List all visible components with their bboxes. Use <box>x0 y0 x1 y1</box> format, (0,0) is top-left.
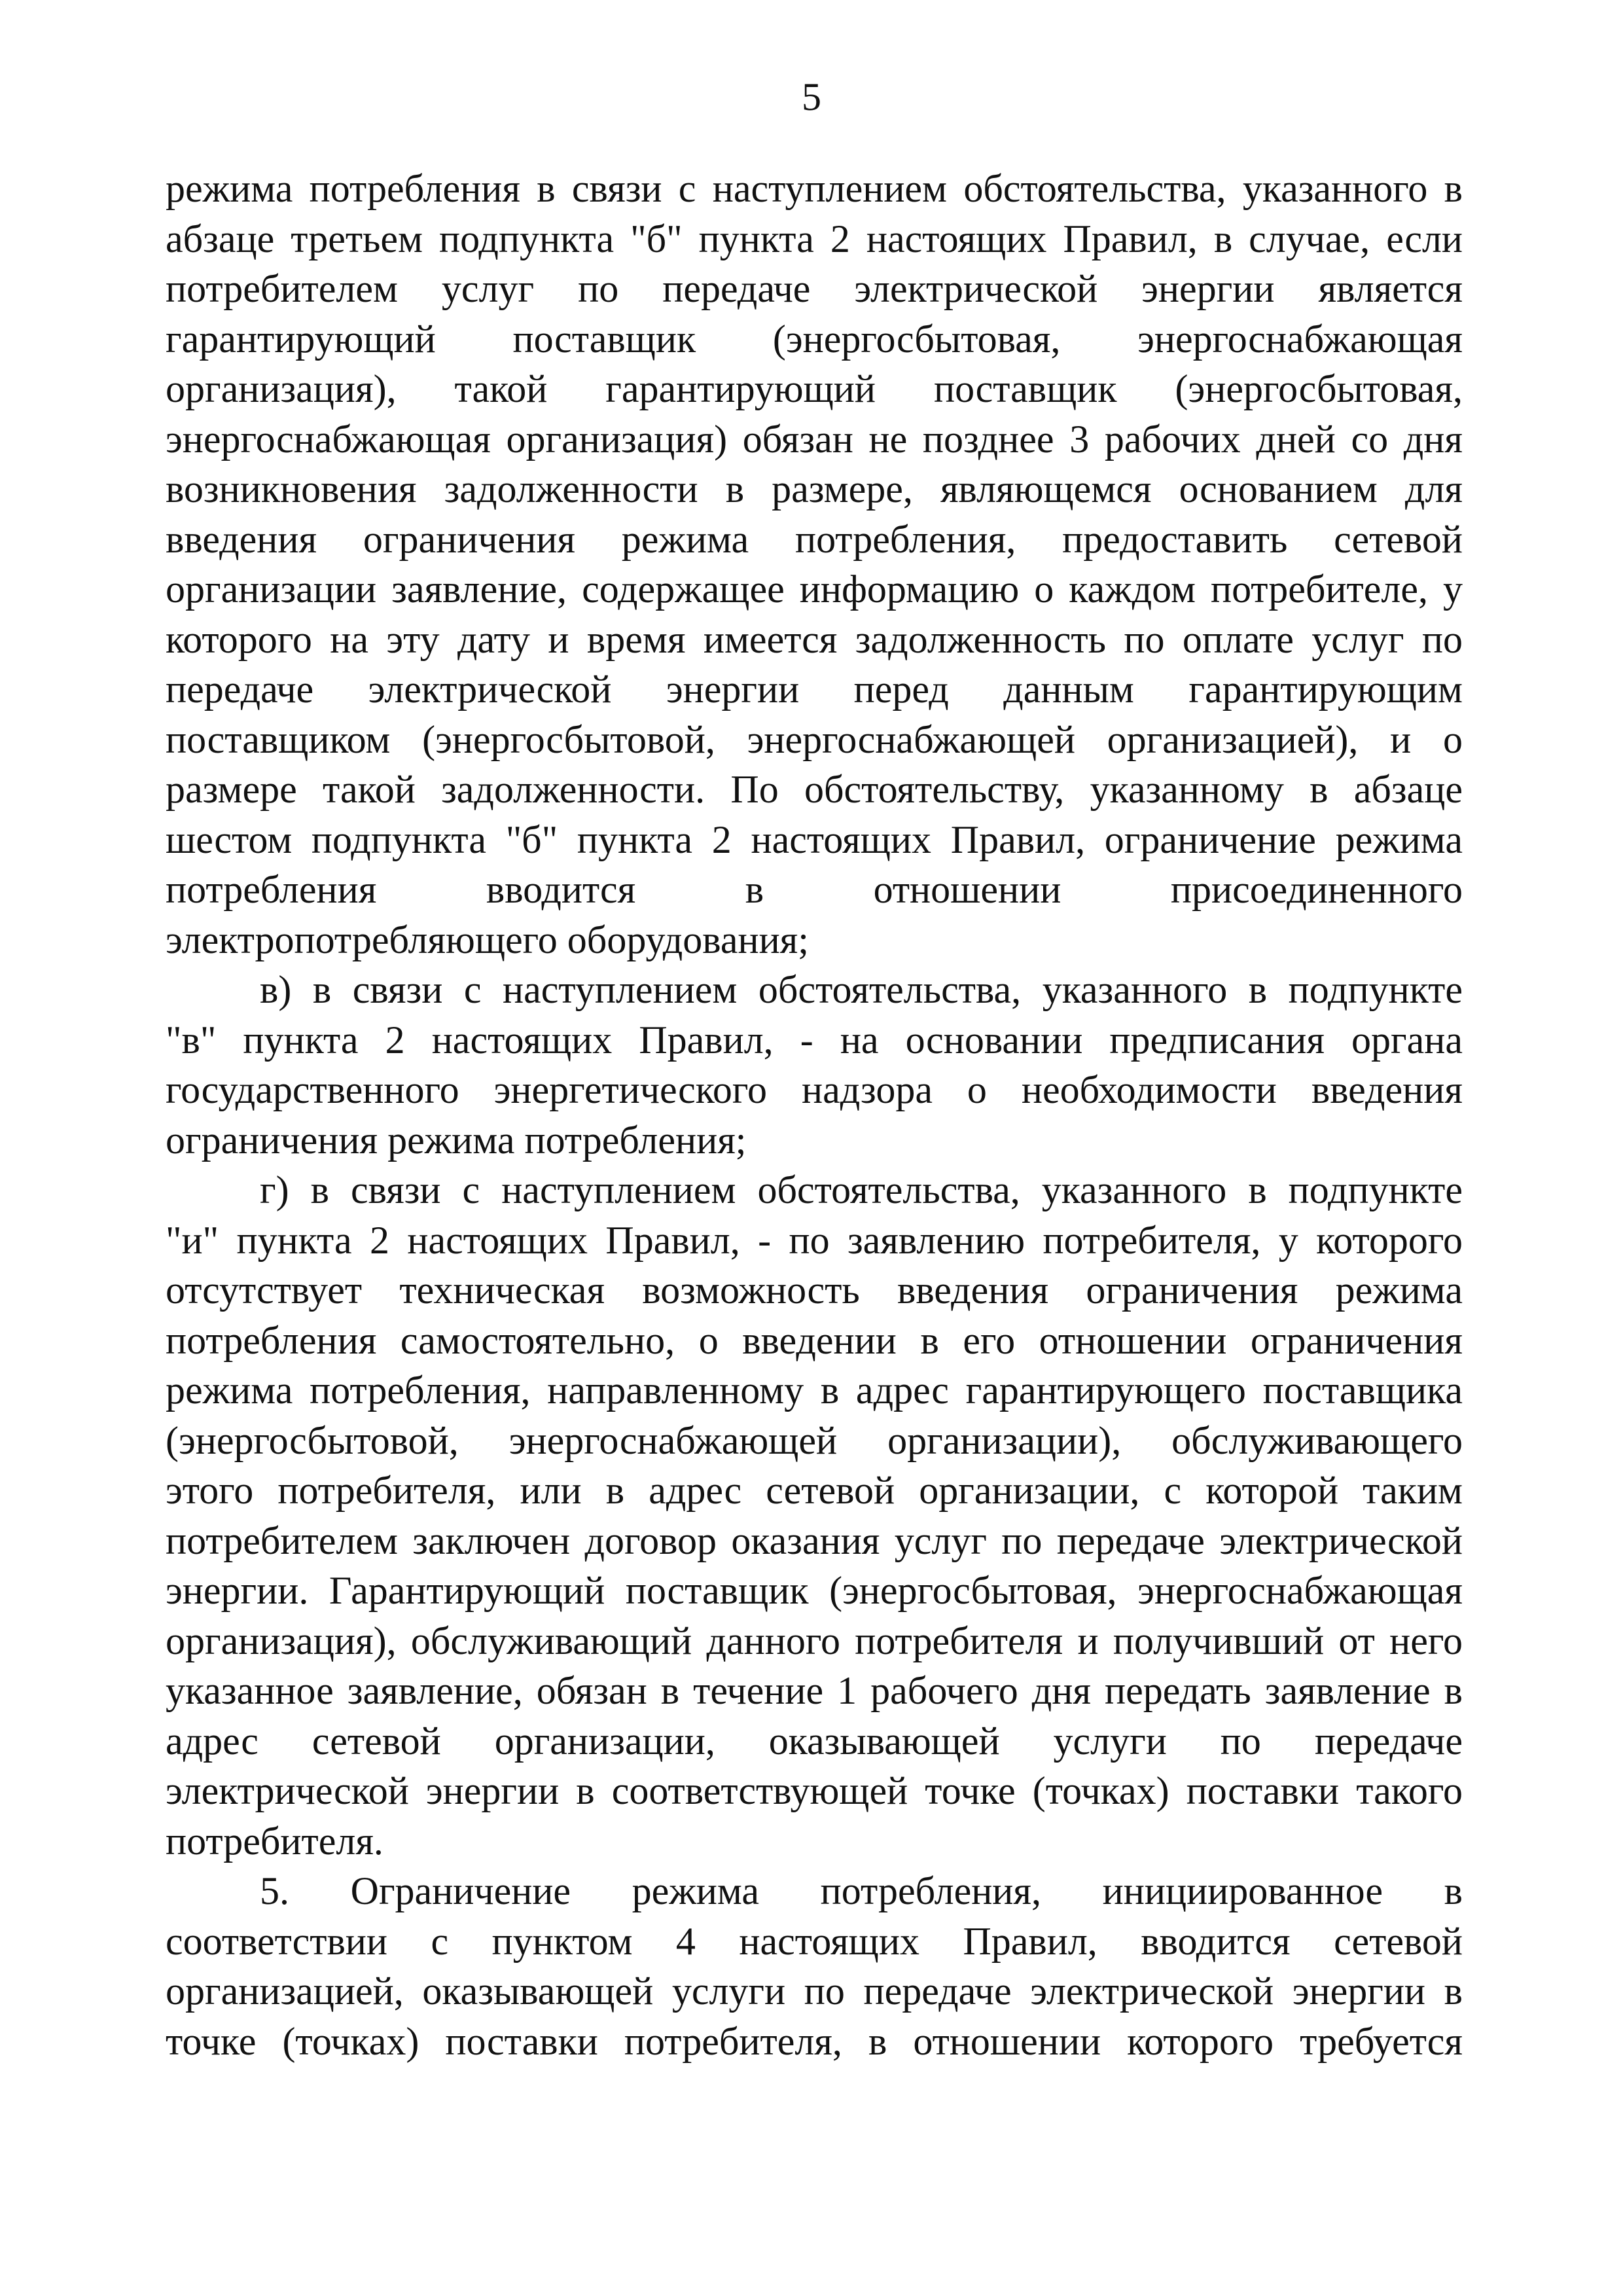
text-line: государственного энергетического надзора о необходимости введения <box>166 1068 1463 1111</box>
paragraph-subitem-g <box>166 1165 1463 1866</box>
text-line: возникновения задолженности в размере, являющемся основанием для <box>166 467 1463 511</box>
text-line: потребления самостоятельно, о введении в его отношении ограничения <box>166 1318 1463 1362</box>
text-line: которого на эту дату и время имеется задолженность по оплате услуг по <box>166 617 1463 661</box>
text-line: в) в связи с наступлением обстоятельства, указанного в подпункте <box>260 968 1463 1011</box>
text-line: "и" пункта 2 настоящих Правил, - по заявлению потребителя, у которого <box>166 1218 1463 1262</box>
text-line: (энергосбытовой, энергоснабжающей организации), обслуживающего <box>166 1418 1463 1462</box>
text-line: этого потребителя, или в адрес сетевой организации, с которой таким <box>166 1469 1463 1512</box>
text-line: организация), обслуживающий данного потребителя и получивший от него <box>166 1619 1463 1662</box>
text-line: ограничения режима потребления; <box>166 1118 747 1162</box>
text-line: поставщиком (энергосбытовой, энергоснабжающей организацией), и о <box>166 717 1463 761</box>
text-line: г) в связи с наступлением обстоятельства, указанного в подпункте <box>260 1168 1463 1211</box>
text-line: адрес сетевой организации, оказывающей услуги по передаче <box>166 1719 1463 1763</box>
text-line: электрической энергии в соответствующей точке (точках) поставки такого <box>166 1769 1463 1812</box>
text-line: соответствии с пунктом 4 настоящих Правил, вводится сетевой <box>166 1919 1463 1963</box>
text-line: точке (точках) поставки потребителя, в отношении которого требуется <box>166 2019 1463 2063</box>
text-line: 5. Ограничение режима потребления, инициированное в <box>260 1869 1463 1912</box>
paragraph-item-5 <box>166 1866 1463 2066</box>
text-line: гарантирующий поставщик (энергосбытовая, энергоснабжающая <box>166 317 1463 361</box>
text-line: передаче электрической энергии перед данным гарантирующим <box>166 668 1463 711</box>
text-line: режима потребления, направленному в адрес гарантирующего поставщика <box>166 1369 1463 1412</box>
paragraph-continuation <box>166 164 1463 965</box>
text-line: режима потребления в связи с наступлением обстоятельства, указанного в <box>166 167 1463 210</box>
text-line: шестом подпункта "б" пункта 2 настоящих Правил, ограничение режима <box>166 817 1463 861</box>
text-line: организации заявление, содержащее информацию о каждом потребителе, у <box>166 567 1463 611</box>
text-line: организация), такой гарантирующий поставщик (энергосбытовая, <box>166 367 1463 410</box>
text-line: "в" пункта 2 настоящих Правил, - на основании предписания органа <box>166 1018 1463 1062</box>
page-number: 5 <box>802 75 821 118</box>
text-line: энергии. Гарантирующий поставщик (энергосбытовая, энергоснабжающая <box>166 1569 1463 1612</box>
text-line: указанное заявление, обязан в течение 1 рабочего дня передать заявление в <box>166 1669 1463 1712</box>
text-line: электропотребляющего оборудования; <box>166 918 809 961</box>
text-line: размере такой задолженности. По обстоятельству, указанному в абзаце <box>166 768 1463 811</box>
text-line: энергоснабжающая организация) обязан не позднее 3 рабочих дней со дня <box>166 417 1463 461</box>
text-line: абзаце третьем подпункта "б" пункта 2 настоящих Правил, в случае, если <box>166 217 1463 260</box>
text-line: отсутствует техническая возможность введения ограничения режима <box>166 1268 1463 1312</box>
document-body <box>166 164 1463 2066</box>
text-line: введения ограничения режима потребления, предоставить сетевой <box>166 517 1463 561</box>
text-line: организацией, оказывающей услуги по передаче электрической энергии в <box>166 1969 1463 2013</box>
text-line: потребителем заключен договор оказания услуг по передаче электрической <box>166 1518 1463 1562</box>
text-line: потребления вводится в отношении присоединенного <box>166 868 1463 911</box>
text-line: потребителем услуг по передаче электрической энергии является <box>166 267 1463 310</box>
text-line: потребителя. <box>166 1819 383 1863</box>
paragraph-subitem-v <box>166 965 1463 1165</box>
